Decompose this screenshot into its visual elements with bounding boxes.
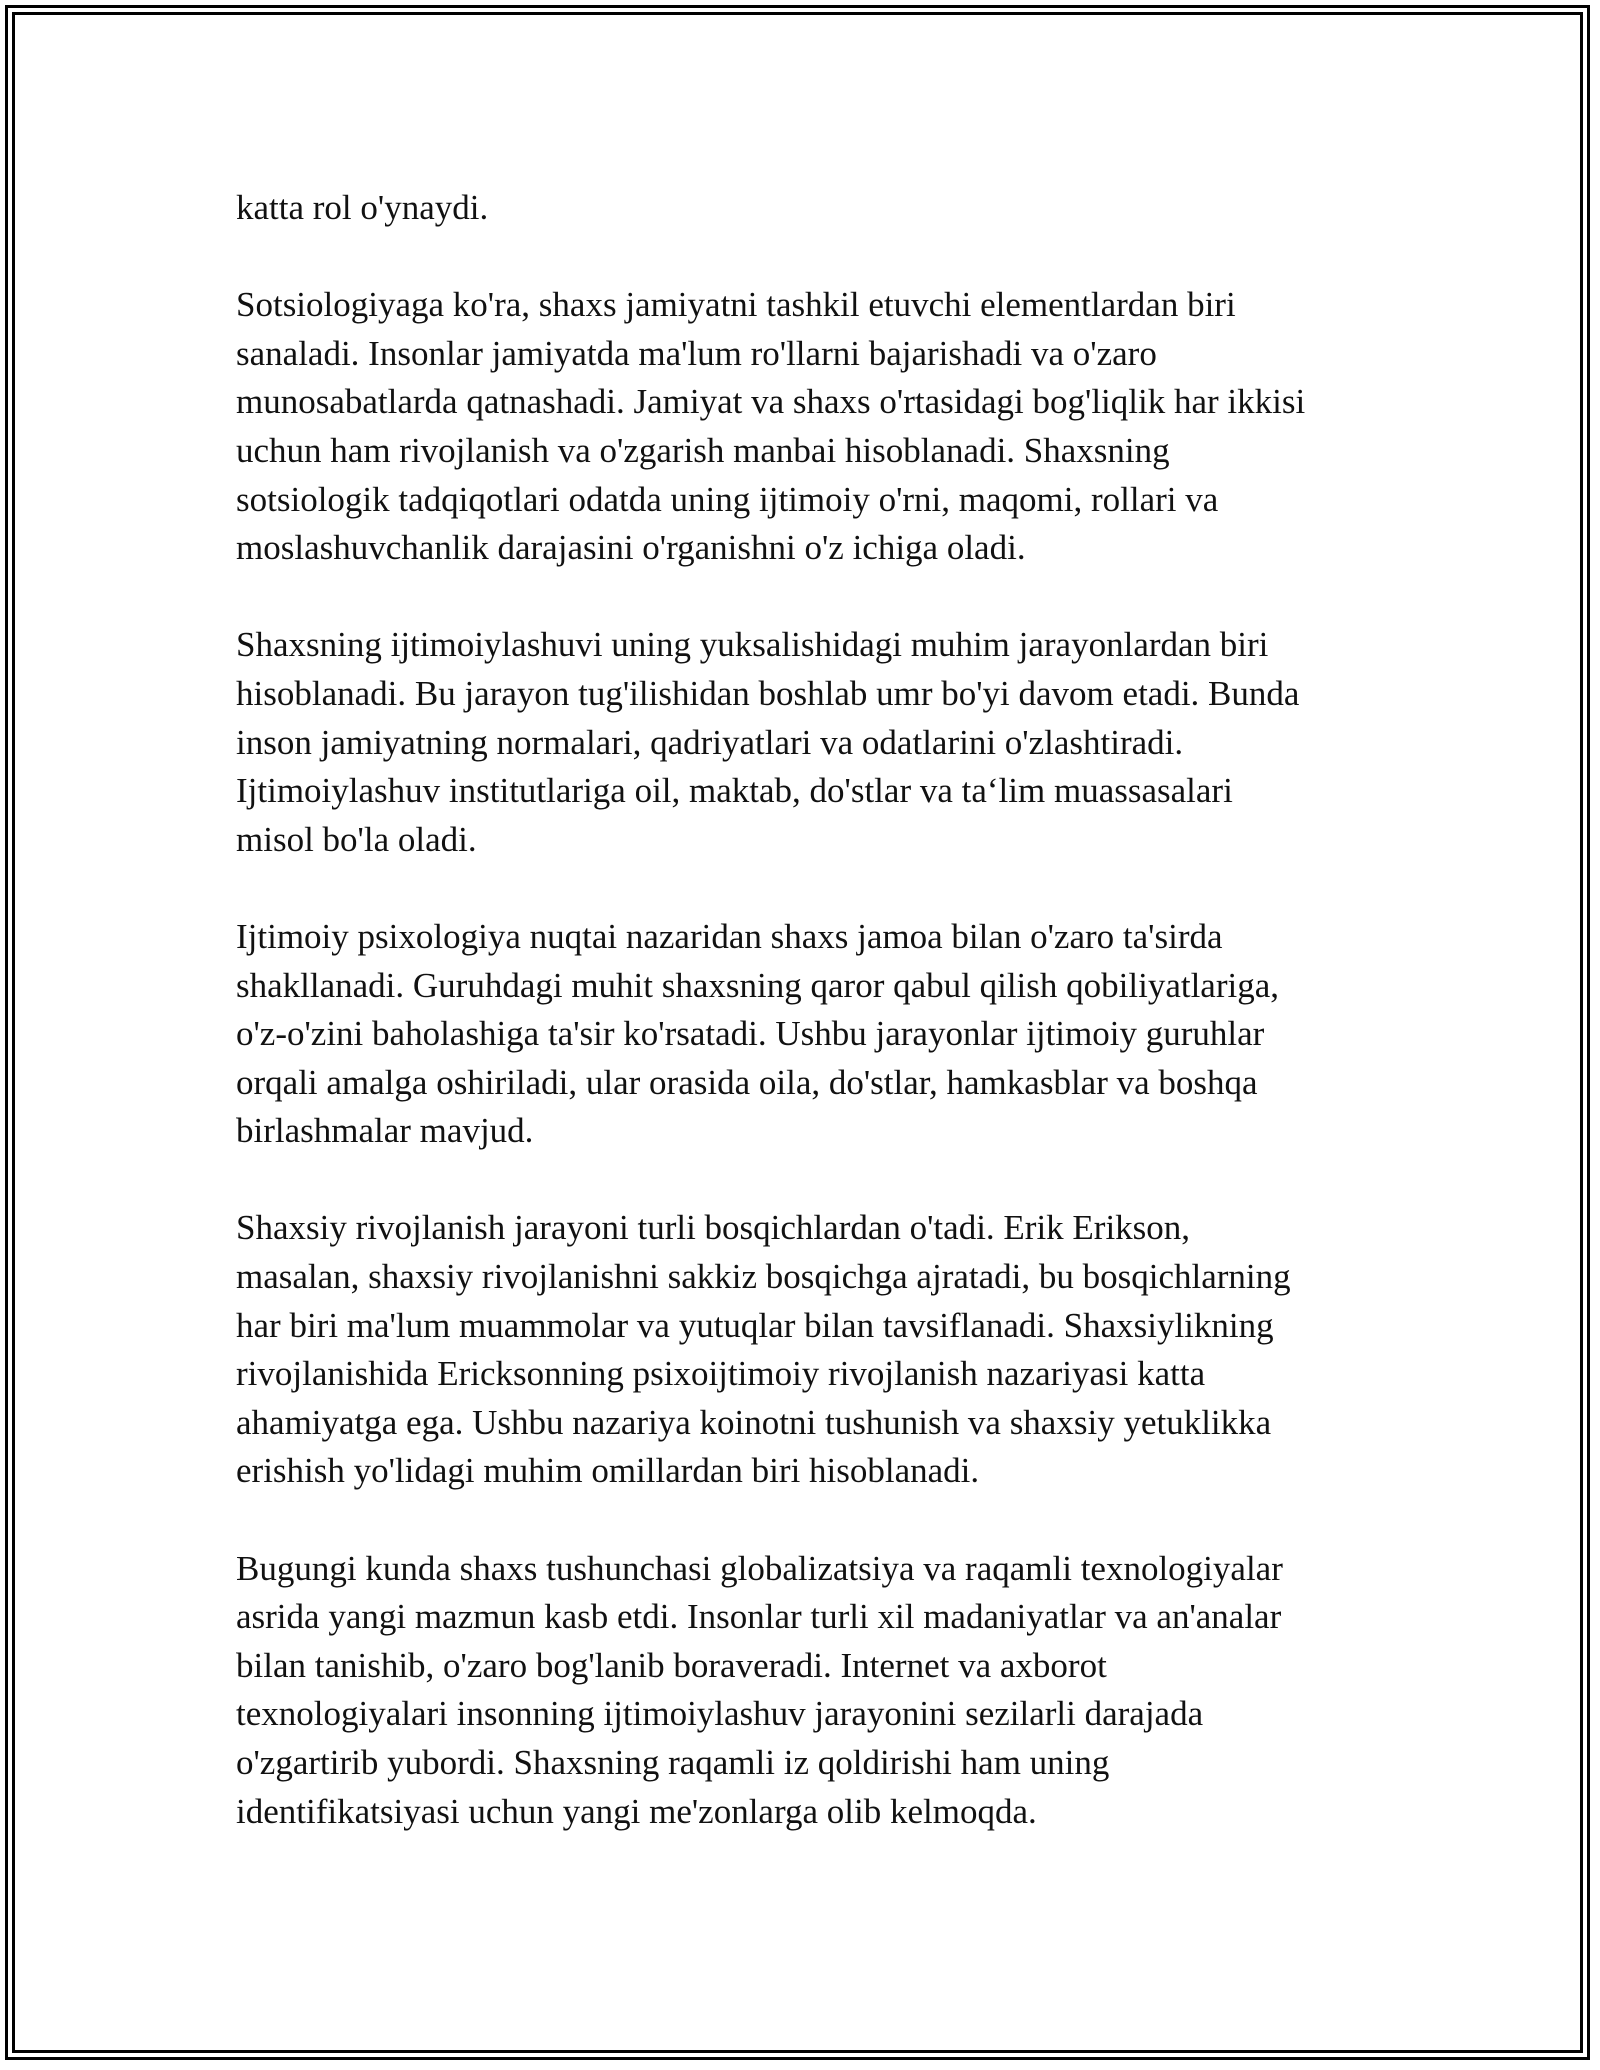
paragraph-3 [236, 621, 1366, 864]
text-line: Shaxsiy rivojlanish jarayoni turli bosqichlardan o'tadi. Erik Erikson, [236, 1208, 1191, 1248]
text-line: asrida yangi mazmun kasb etdi. Insonlar turli xil madaniyatlar va an'analar [236, 1597, 1282, 1637]
text-line: har biri ma'lum muammolar va yutuqlar bilan tavsiflanadi. Shaxsiylikning [236, 1305, 1274, 1345]
text-line: birlashmalar mavjud. [236, 1111, 534, 1151]
paragraph-4 [236, 913, 1366, 1156]
text-line: o'zgartirib yubordi. Shaxsning raqamli iz qoldirishi ham uning [236, 1743, 1110, 1782]
document-body [236, 184, 1366, 1885]
text-line: masalan, shaxsiy rivojlanishni sakkiz bosqichga ajratadi, bu bosqichlarning [236, 1257, 1291, 1297]
text-line: Sotsiologiyaga ko'ra, shaxs jamiyatni tashkil etuvchi elementlardan biri [236, 285, 1236, 325]
text-line: bilan tanishib, o'zaro bog'lanib boraveradi. Internet va axborot [236, 1645, 1107, 1685]
text-line: uchun ham rivojlanish va o'zgarish manbai hisoblanadi. Shaxsning [236, 430, 1170, 470]
text-line: orqali amalga oshiriladi, ular orasida oila, do'stlar, hamkasblar va boshqa [236, 1062, 1258, 1102]
text-line: sotsiologik tadqiqotlari odatda uning ijtimoiy o'rni, maqomi, rollari va [236, 479, 1219, 519]
text-line: katta rol o'ynaydi. [236, 188, 489, 227]
text-line: texnologiyalari insonning ijtimoiylashuv jarayonini sezilarli darajada [236, 1694, 1204, 1734]
text-line: ahamiyatga ega. Ushbu nazariya koinotni tushunish va shaxsiy yetuklikka [236, 1402, 1272, 1442]
text-line: munosabatlarda qatnashadi. Jamiyat va shaxs o'rtasidagi bog'liqlik har ikkisi [236, 382, 1306, 422]
text-line: rivojlanishida Ericksonning psixoijtimoiy rivojlanish nazariyasi katta [236, 1354, 1206, 1394]
text-line: misol bo'la oladi. [236, 819, 477, 859]
text-line: inson jamiyatning normalari, qadriyatlari va odatlarini o'zlashtiradi. [236, 722, 1184, 762]
text-line: hisoblanadi. Bu jarayon tug'ilishidan boshlab umr bo'yi davom etadi. Bunda [236, 673, 1300, 713]
paragraph-5 [236, 1204, 1366, 1496]
text-line: Shaxsning ijtimoiylashuvi uning yuksalishidagi muhim jarayonlardan biri [236, 625, 1269, 665]
text-line: Ijtimoiylashuv institutlariga oil, maktab, do'stlar va ta‘lim muassasalari [236, 771, 1233, 811]
paragraph-6 [236, 1545, 1366, 1837]
text-line: erishish yo'lidagi muhim omillardan biri hisoblanadi. [236, 1451, 980, 1491]
text-line: Ijtimoiy psixologiya nuqtai nazaridan shaxs jamoa bilan o'zaro ta'sirda [236, 916, 1223, 956]
paragraph-1 [236, 184, 1366, 233]
text-line: o'z-o'zini baholashiga ta'sir ko'rsatadi. Ushbu jarayonlar ijtimoiy guruhlar [236, 1014, 1265, 1054]
paragraph-2 [236, 281, 1366, 573]
text-line: identifikatsiyasi uchun yangi me'zonlarga olib kelmoqda. [236, 1791, 1037, 1831]
text-line: moslashuvchanlik darajasini o'rganishni o'z ichiga oladi. [236, 528, 1026, 568]
text-line: sanaladi. Insonlar jamiyatda ma'lum ro'llarni bajarishadi va o'zaro [236, 333, 1157, 373]
text-line: Bugungi kunda shaxs tushunchasi globalizatsiya va raqamli texnologiyalar [236, 1548, 1283, 1588]
text-line: shakllanadi. Guruhdagi muhit shaxsning qaror qabul qilish qobiliyatlariga, [236, 965, 1280, 1005]
